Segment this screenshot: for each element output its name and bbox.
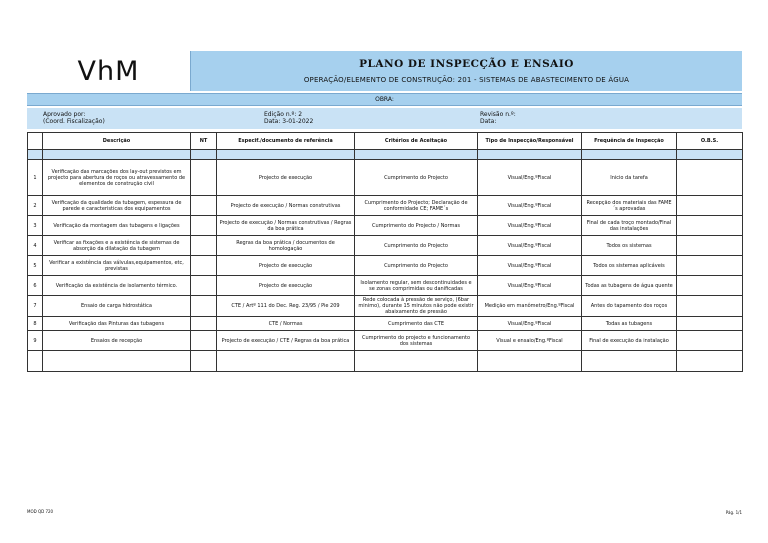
nt-cell (191, 256, 217, 276)
reference-cell: Projecto de execução / Normas construtivas / Regras da boa prática (217, 216, 355, 236)
criteria-cell: Cumprimento das CTE (355, 317, 478, 331)
criteria-cell: Cumprimento do Projecto (355, 256, 478, 276)
approved-by-label: Aprovado por: (43, 111, 86, 118)
criteria-cell: Isolamento regular, sem descontinuidades e se zonas comprimidas ou danificadas (355, 276, 478, 296)
obra-bar: OBRA: (27, 93, 742, 106)
reference-cell: Projecto de execução / Normas construtivas (217, 196, 355, 216)
frequency-cell: Inicio da tarefa (582, 160, 677, 196)
obs-cell (677, 331, 743, 351)
inspection-plan-document (27, 51, 742, 372)
table-row (28, 296, 743, 317)
table-row (28, 256, 743, 276)
edition-date: Data: 3-01-2022 (264, 118, 314, 125)
description-cell: Ensaios de recepção (43, 331, 191, 351)
inspection-type-cell: Visual/Eng.ºFiscal (478, 236, 582, 256)
revision-number: Revisão n.º: (480, 111, 516, 118)
table-row (28, 317, 743, 331)
inspection-table (27, 132, 743, 372)
criteria-cell: Cumprimento do Projecto; Declaração de conformidade CE; FAME´s (355, 196, 478, 216)
description-cell: Ensaio de carga hidrostática (43, 296, 191, 317)
obs-cell (677, 196, 743, 216)
column-header: Tipo de Inspecção/Responsável (478, 133, 582, 150)
table-row (28, 216, 743, 236)
spacer-row (28, 150, 743, 160)
reference-cell: Projecto de execução / CTE / Regras da boa prática (217, 331, 355, 351)
approved-by-value: (Coord. Fiscalização) (43, 118, 105, 125)
edition-block (249, 111, 466, 129)
reference-cell: Projecto de execução (217, 256, 355, 276)
table-row (28, 160, 743, 196)
row-number: 4 (28, 236, 43, 256)
frequency-cell: Antes do tapamento dos roços (582, 296, 677, 317)
table-row (28, 331, 743, 351)
inspection-type-cell: Visual/Eng.ºFiscal (478, 317, 582, 331)
description-cell: Verificação da montagem das tubagens e ligações (43, 216, 191, 236)
nt-cell (191, 216, 217, 236)
row-number: 5 (28, 256, 43, 276)
description-cell: Verificação da qualidade da tubagem, espessura de parede e caracteristicas dos equipamentos (43, 196, 191, 216)
inspection-type-cell: Visual/Eng.ºFiscal (478, 256, 582, 276)
obs-cell (677, 317, 743, 331)
inspection-type-cell: Visual e ensaio/Eng.ºFiscal (478, 331, 582, 351)
criteria-cell: Rede colocada à pressão de serviço, (6bar minimo), durante 15 minutos não pode existir abaixamento de pressão (355, 296, 478, 317)
frequency-cell: Todas as tubagens de água quente (582, 276, 677, 296)
logo-cell (27, 51, 190, 91)
criteria-cell: Cumprimento do projecto e funcionamento dos sistemas (355, 331, 478, 351)
approved-by-block (27, 111, 249, 129)
column-header: O.B.S. (677, 133, 743, 150)
frequency-cell: Todos os sistemas (582, 236, 677, 256)
frequency-cell: Todas as tubagens (582, 317, 677, 331)
obs-cell (677, 296, 743, 317)
frequency-cell: Final de cada troço montado/Final das instalações (582, 216, 677, 236)
table-row (28, 276, 743, 296)
row-number: 1 (28, 160, 43, 196)
description-cell: Verificar as fixações e a existência de sistemas de absorção da dilatação da tubagem (43, 236, 191, 256)
criteria-cell: Cumprimento do Projecto (355, 236, 478, 256)
description-cell: Verificar a existência das válvulas,equipamentos, etc, previstas (43, 256, 191, 276)
inspection-type-cell: Visual/Eng.ºFiscal (478, 160, 582, 196)
document-subtitle: OPERAÇÃO/ELEMENTO DE CONSTRUÇÃO: 201 - SISTEMAS DE ABASTECIMENTO DE ÁGUA (303, 76, 630, 84)
row-number: 7 (28, 296, 43, 317)
obs-cell (677, 160, 743, 196)
obs-cell (677, 256, 743, 276)
nt-cell (191, 317, 217, 331)
row-number: 9 (28, 331, 43, 351)
description-cell: Verificação das marcações dos lay-out previstos em projecto para abertura de roços ou atravessamento de elementos de construção civil (43, 160, 191, 196)
inspection-type-cell: Visual/Eng.ºFiscal (478, 196, 582, 216)
frequency-cell: Final de execução da instalação (582, 331, 677, 351)
empty-row (28, 351, 743, 372)
nt-cell (191, 236, 217, 256)
reference-cell: Regras da boa prática / documentos de homologação (217, 236, 355, 256)
description-cell: Verificação da existência de isolamento térmico. (43, 276, 191, 296)
column-header: Especif./documento de referência (217, 133, 355, 150)
reference-cell: Projecto de execução (217, 276, 355, 296)
column-header: Frequência de Inspecção (582, 133, 677, 150)
revision-block (466, 111, 742, 129)
document-header (27, 51, 742, 91)
table-row (28, 196, 743, 216)
column-header: Descrição (43, 133, 191, 150)
column-header (28, 133, 43, 150)
table-header-row (28, 133, 743, 150)
description-cell: Verificação das Pinturas das tubagens (43, 317, 191, 331)
row-number: 8 (28, 317, 43, 331)
revision-date: Data: (480, 118, 497, 125)
nt-cell (191, 296, 217, 317)
form-code: MOD QD 720 (27, 509, 54, 514)
company-logo: VhM (77, 55, 140, 87)
inspection-type-cell: Medição em manômetro/Eng.ºFiscal (478, 296, 582, 317)
page-number: Pág. 1/1 (725, 510, 742, 515)
column-header: NT (191, 133, 217, 150)
criteria-cell: Cumprimento do Projecto / Normas (355, 216, 478, 236)
inspection-type-cell: Visual/Eng.ºFiscal (478, 276, 582, 296)
obs-cell (677, 276, 743, 296)
reference-cell: CTE / Normas (217, 317, 355, 331)
table-row (28, 236, 743, 256)
column-header: Critérios de Aceitação (355, 133, 478, 150)
document-title: PLANO DE INSPECÇÃO E ENSAIO (359, 58, 574, 70)
obs-cell (677, 236, 743, 256)
edition-number: Edição n.º: 2 (264, 111, 303, 118)
frequency-cell: Recepção dos materiais das FAME´s aprovadas (582, 196, 677, 216)
nt-cell (191, 160, 217, 196)
frequency-cell: Todos os sistemas aplicáveis (582, 256, 677, 276)
reference-cell: Projecto de execução (217, 160, 355, 196)
row-number: 2 (28, 196, 43, 216)
row-number: 3 (28, 216, 43, 236)
row-number: 6 (28, 276, 43, 296)
obs-cell (677, 216, 743, 236)
reference-cell: CTE / Artº 111 do Dec. Reg. 23/95 / Pie 209 (217, 296, 355, 317)
approvals-bar (27, 108, 742, 129)
nt-cell (191, 331, 217, 351)
inspection-type-cell: Visual/Eng.ºFiscal (478, 216, 582, 236)
nt-cell (191, 276, 217, 296)
nt-cell (191, 196, 217, 216)
criteria-cell: Cumprimento do Projecto (355, 160, 478, 196)
title-cell (190, 51, 742, 91)
